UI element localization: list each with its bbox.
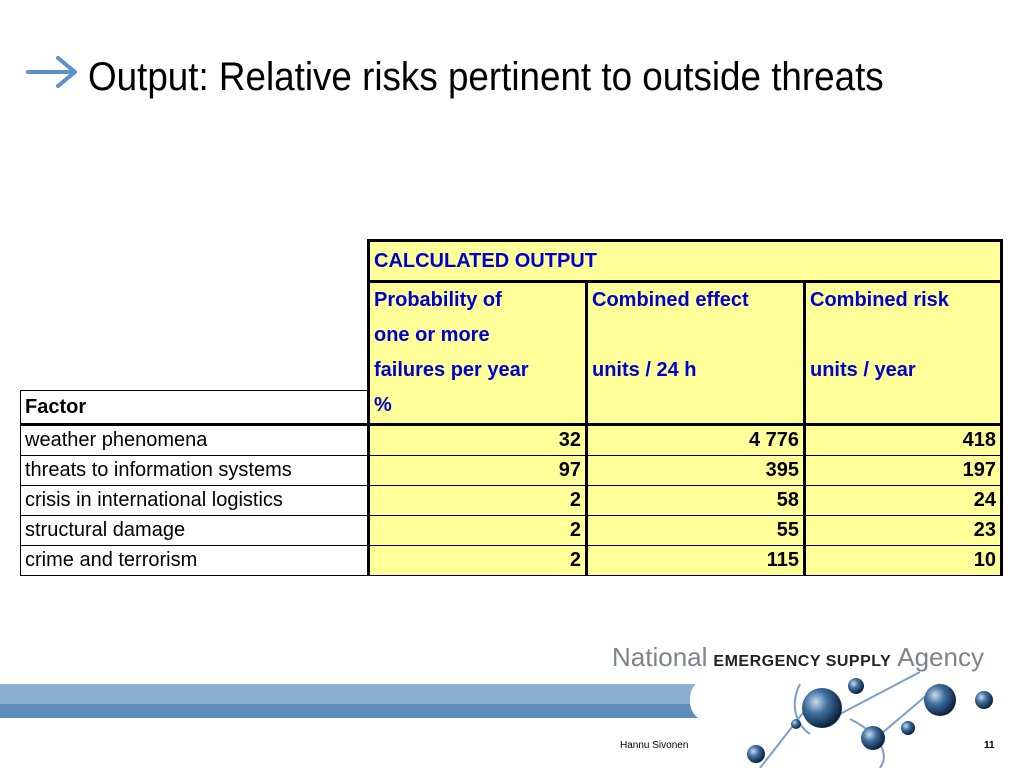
footer-author: Hannu Sivonen (620, 740, 689, 751)
molecule-decoration-icon (690, 664, 1024, 768)
table-row (21, 456, 1002, 486)
probability-header-line2: one or more (374, 324, 490, 346)
header-row-columns (21, 282, 1002, 391)
risk-cell: 24 (805, 486, 1002, 516)
logo-word-emergency-supply: EMERGENCY SUPPLY (713, 653, 892, 670)
effect-header-unit: units / 24 h (592, 359, 697, 381)
probability-header-line1: Probability of (374, 289, 502, 311)
header-row-calculated (21, 241, 1002, 282)
empty-corner-cell (21, 282, 369, 391)
column-header-probability (369, 282, 587, 425)
arrow-right-icon (26, 54, 80, 90)
column-header-effect (587, 282, 805, 425)
effect-cell: 115 (587, 546, 805, 576)
probability-cell: 2 (369, 486, 587, 516)
factor-header: Factor (21, 391, 369, 425)
effect-header-name: Combined effect (592, 289, 749, 311)
risk-cell: 197 (805, 456, 1002, 486)
probability-cell: 97 (369, 456, 587, 486)
table-row (21, 486, 1002, 516)
table-row (21, 516, 1002, 546)
risk-output-table (20, 239, 1003, 576)
factor-cell: weather phenomena (21, 425, 369, 456)
column-header-risk (805, 282, 1002, 425)
effect-cell: 395 (587, 456, 805, 486)
risk-cell: 418 (805, 425, 1002, 456)
probability-cell: 2 (369, 546, 587, 576)
risk-cell: 23 (805, 516, 1002, 546)
factor-cell: crime and terrorism (21, 546, 369, 576)
probability-cell: 2 (369, 516, 587, 546)
risk-header-unit: units / year (810, 359, 916, 381)
effect-cell: 58 (587, 486, 805, 516)
empty-corner-cell (21, 241, 369, 282)
effect-cell: 55 (587, 516, 805, 546)
factor-cell: threats to information systems (21, 456, 369, 486)
risk-cell: 10 (805, 546, 1002, 576)
table-row (21, 425, 1002, 456)
probability-header-unit: % (374, 394, 392, 416)
probability-header-line3: failures per year (374, 359, 529, 381)
calculated-output-header: CALCULATED OUTPUT (369, 241, 1002, 282)
risk-header-name: Combined risk (810, 289, 949, 311)
effect-cell: 4 776 (587, 425, 805, 456)
probability-cell: 32 (369, 425, 587, 456)
logo-word-agency: Agency (897, 642, 984, 672)
page-number: 11 (984, 740, 995, 751)
logo-word-national: National (612, 642, 708, 672)
factor-cell: structural damage (21, 516, 369, 546)
factor-cell: crisis in international logistics (21, 486, 369, 516)
slide-title: Output: Relative risks pertinent to outside threats (88, 55, 884, 99)
table-row (21, 546, 1002, 576)
